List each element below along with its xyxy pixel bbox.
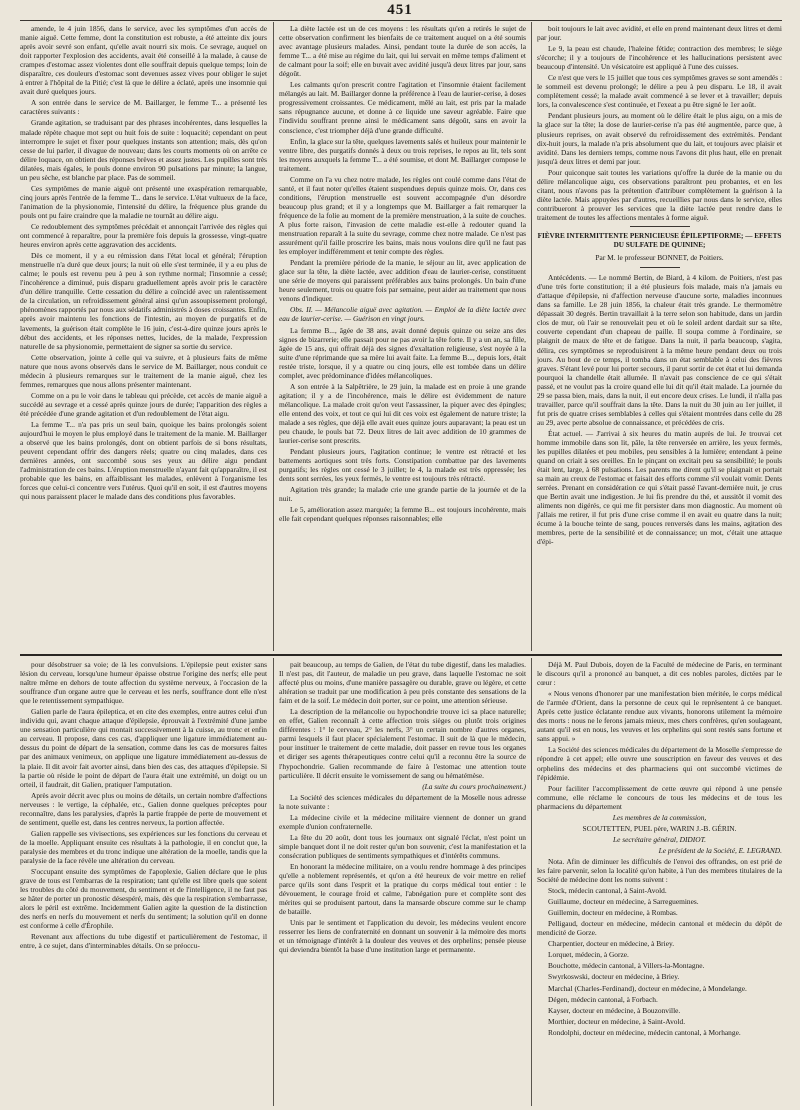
paragraph: Swyrkoswski, docteur en médecine, à Briey. <box>548 972 680 982</box>
paragraph: pait beaucoup, au temps de Galien, de l'état du tube digestif, dans les maladies. Il n'est pas, dit l'auteur, de maladie un peu grave, dans laquelle l'estomac ne soit affecté plus ou moins, d'une manière passagère ou durable, grave ou légère, et cette altération se traduit par une modification à peu près constante des sensations de la faim et de la soif. Le médecin doit porter, sur ce point, une attention sérieuse. <box>279 660 526 706</box>
paragraph: Marchal (Charles-Ferdinand), docteur en médecine, à Mondelange. <box>548 983 747 993</box>
paragraph: Pendant plusieurs jours, l'agitation continue; le ventre est rétracté et les battements aortiques sont très forts. Constipation combattue par des lavements purgatifs; les règles ont cessé le 3 juillet; le 4, la malade est très oppressée; les dents sont serrées, les yeux fermés, le ventre est toujours très rétracté. <box>279 447 526 484</box>
paragraph: Kayser, docteur en médecine, à Bouzonville. <box>548 1005 681 1015</box>
paragraph: Dès ce moment, il y a eu rémission dans l'état local et général; l'éruption menstruelle n'a duré que deux jours; la nuit où elle s'est terminée, il y a eu plus de calme; le pouls est revenu peu à peu à son rythme normal; l'insomnie a cessé; l'incohérence a diminué, puis disparu graduellement après avoir pris le caractère d'un délire tranquille. Cette cessation du délire a coïncidé avec un ralentissement de la circulation, un refroidissement général ainsi qu'un assoupissement prolongé, phénomènes rapportés par nous aux sédatifs administrés à doses croissantes. Enfin, après avoir maintenu les fonctions de l'intestin, au moyen de purgatifs et de lavements, la guérison était complète le 16 juin, c'est-à-dire quinze jours après le début des accidents, et les réponses nettes, lucides, de la malade, l'expression naturelle de sa physionomie, permettaient de signer sa sortie du service. <box>20 251 267 351</box>
paragraph: Morthier, docteur en médecine, à Saint-Avold. <box>548 1016 686 1026</box>
paragraph: Galien rappelle ses vivisections, ses expériences sur les fonctions du cerveau et de la moelle. Appliquant ensuite ces résultats à la pathologie, il en conclut que, la paralysie des membres et du tronc indique une altération de la moelle, tandis que la paralysie de la face révèle une altération du cerveau. <box>20 828 267 865</box>
paragraph: La femme B..., âgée de 38 ans, avait donné depuis quinze ou seize ans des signes de bizarrerie; elle passait pour ne pas avoir la tête forte. Il y a un an, sa fille, âgée de 15 ans, qui offrait déjà des signes d'exaltation religieuse, s'est noyée à la suite d'une réprimande que sa mère lui avait faite. La femme B..., depuis lors, était restée triste, lorsque, il y a quatre ou cinq jours, elle est tombée dans un délire complet, avec prédominance d'idées mélancoliques. <box>279 325 526 380</box>
paragraph: Après avoir décrit avec plus ou moins de détails, un certain nombre d'affections nerveuses : le vertige, la céphalée, etc., Galien donne quelques préceptes pour reconnaître, dans les paralysies, d'après la partie frappée de perte de mouvement et de sentiment, quelle est, dans les centres nerveux, la portion affectée. <box>20 790 267 827</box>
top-column-3 <box>537 24 782 651</box>
top-rule <box>20 20 782 21</box>
paragraph: Ce n'est que vers le 15 juillet que tous ces symptômes graves se sont amendés : le sommeil est devenu prolongé; le délire a peu à peu disparu. Le 18, il avait complètement cessé; la malade avait commencé à se lever et à travailler; depuis lors, la convalescence s'est continuée, et l'exeat a pu être signé le 1er août. <box>537 73 782 110</box>
paragraph: La fête du 20 août, dont tous les journaux ont signalé l'éclat, n'est point un simple banquet dont il ne doit rester qu'un bon souvenir, c'est la manifestation et la consécration publiques de sentiments sympathiques et d'intérêts communs. <box>279 832 526 860</box>
paragraph: Galien parle de l'aura épileptica, et en cite des exemples, entre autres celui d'un individu qui, avant chaque attaque d'épilepsie, éprouvait à l'extrémité d'une jambe une sensation particulière qui montait successivement à la cuisse, au tronc et enfin au cerveau. Il propose, dans ces cas, d'appliquer une ligature immédiatement au-dessus du point de départ de la sensation, comme dans les cas de morsures faites par des animaux venimeux, on applique une ligature immédiatement au-dessus de la plaie. Il dit avoir fait avorter ainsi, dans bien des cas, des attaques d'épilepsie. Si la partie où réside le point de départ de l'aura était une extrémité, un doigt ou un orteil, il faudrait, dit Galien, pratiquer l'amputation. <box>20 707 267 789</box>
paragraph: Guillaume, docteur en médecine, à Sarreguemines. <box>548 897 699 907</box>
column-divider <box>531 22 532 651</box>
paragraph: boit toujours le lait avec avidité, et elle en prend maintenant deux litres et demi par jour. <box>537 24 782 43</box>
paragraph: Déjà M. Paul Dubois, doyen de la Faculté de médecine de Paris, en terminant le discours qu'il a prononcé au banquet, a dit ces nobles paroles, dictées par le cœur : <box>537 660 782 688</box>
paragraph: amende, le 4 juin 1856, dans le service, avec les symptômes d'un accès de manie aiguë. Cette femme, dont la constitution est robuste, a été atteinte dix jours après avoir sevré son enfant, qu'elle avait nourri six mois. Ce sevrage, auquel on doit rapporter l'explosion des accidents, avait été conseillé à la malade, à cause de crampes d'estomac assez violentes dont elle souffrait depuis quelque temps; loin de disparaître, ces douleurs d'estomac sont devenues assez vives pour obliger le sujet à entrer à l'hôpital de la Pitié; c'est là que le délire a éclaté, après une insomnie qui avait duré quelques jours. <box>20 24 267 97</box>
paragraph: Guillemin, docteur en médecine, à Rombas. <box>548 908 678 918</box>
paragraph: Cette observation, jointe à celle qui va suivre, et à plusieurs faits de même nature que nous avons observés dans le service de M. Baillarger, nous conduit ce médecin à plusieurs remarques sur le traitement de la manie aiguë, chez les femmes, remarques que nous allons présenter maintenant. <box>20 352 267 389</box>
paragraph: S'occupant ensuite des symptômes de l'apoplexie, Galien déclare que le plus grave de tous est l'embarras de la respiration; tant qu'elle est libre quels que soient les troubles du côté du mouvement, du sentiment et de l'intelligence, il ne faut pas se hâter de porter un pronostic désespéré, mais, dès que la respiration s'embarrasse, alors le péril est extrême. Incidemment Galien agite la question de la distinction des nerfs en nerfs du mouvement et nerfs du sentiment; la solution qu'il en donne est conforme à celle d'Érophile. <box>20 867 267 931</box>
paragraph: La médecine civile et la médecine militaire viennent de donner un grand exemple d'union confraternelle. <box>279 812 526 831</box>
bottom-column-2 <box>279 660 526 1106</box>
paragraph: Pour faciliter l'accomplissement de cette œuvre qui répond à une pensée commune, elle réclame le concours de tous les médecins et de tous les pharmaciens du département <box>537 783 782 811</box>
paragraph: « Nous venons d'honorer par une manifestation bien méritée, le corps médical de l'armée d'Orient, dans la personne de ceux qui le représentent à ce banquet. Après cette justice éclatante rendue aux vivants, honorons utilement la mémoire des morts : nous ne le ferons jamais mieux, mes chers confrères, qu'en soulageant, autant qu'il est en nous, les veuves et les orphelins qui sont restés sans fortune et sans appui. » <box>537 689 782 744</box>
paragraph: Stock, médecin cantonal, à Saint-Avold. <box>548 886 667 896</box>
paragraph: Pour quiconque sait toutes les variations qu'offre la durée de la manie ou du délire mélancolique aigu, ces observations paraîtront peu probantes, et en les citant, nous n'avons pas la prétention d'attribuer complètement la guérison à la diète lactée. Mais appuyées par d'autres, recueillies par nous dans le service, elles contribueront à prouver les services que la diète lactée peut rendre dans le traitement de toutes les affections mentales à forme aiguë. <box>537 167 782 222</box>
paragraph: Le secrétaire général, DIDIOT. <box>613 834 706 844</box>
paragraph: Enfin, la glace sur la tête, quelques lavements salés et huileux pour maintenir le ventre libre, des purgatifs donnés à deux ou trois reprises, le repos au lit, tels sont les moyens auxquels la femme T... a été soumise, et dont M. Baillarger compose le traitement. <box>279 136 526 173</box>
paragraph: État actuel. — J'arrivai à six heures du matin auprès de lui. Je trouvai cet homme immobile dans son lit, pâle, la tête renversée en arrière, les yeux fermés, les pupilles dilatées et peu mobiles, peu sensibles à la lumière; entendant à peine quand on criait à ses oreilles. En le pinçant on excitait peu sa sensibilité; le pouls était lent, large, à 68 pulsations. Les parents me dirent qu'il se plaignait et portait sa main au creux de l'estomac et faisait des efforts comme s'il voulait vomir. Dents serrées. Prenant en considération ce qui s'était passé l'avant-dernière nuit, je crus que Bertin avait une indigestion. Je lui fis prendre du thé, et aussitôt il vomit des aliments non digérés, ce qui me fit persister dans mon diagnostic. Au moment où j'allais me retirer, il fut pris d'une crise comme il en avait eu quatre dans la nuit; écume à la bouche teinte de sang, pouces renversés dans les mains, agitation des membres, perte de la sensibilité et de connaissance; un mot, c'était une attaque d'épi- <box>537 428 782 547</box>
column-divider <box>273 658 274 1106</box>
paragraph: Bouchotte, médecin cantonal, à Villers-la-Montagne. <box>548 961 705 971</box>
paragraph: Le 9, la peau est chaude, l'haleine fétide; contraction des membres; le siège s'écorche; il y a toujours de l'incohérence et les hallucinations persistent avec beaucoup d'intensité. Un vésicatoire est appliqué à l'une des cuisses. <box>537 44 782 72</box>
paragraph: Dégen, médecin cantonal, à Forbach. <box>548 994 658 1004</box>
paragraph: Ces symptômes de manie aiguë ont présenté une exaspération remarquable, cinq jours après l'entrée de la femme T... dans le service. L'état vultueux de la face, l'animation de la physionomie, l'intensité du délire, la fréquence plus grande du pouls ont pu faire craindre que la maladie ne tournât au délire aigu. <box>20 183 267 220</box>
paragraph: Rondolphi, docteur en médecine, médecin cantonal, à Morhange. <box>548 1027 741 1037</box>
paragraph: La Société des sciences médicales du département de la Moselle nous adresse la note suivante : <box>279 792 526 811</box>
paragraph: Ce redoublement des symptômes précédait et annonçait l'arrivée des règles qui ont commencé à reparaître, pour la première fois depuis la grossesse, vingt-quatre heures environ après cette aggravation des accidents. <box>20 221 267 250</box>
paragraph: Pelligaud, docteur en médecine, médecin cantonal et médecin du dépôt de mendicité de Gorze. <box>537 919 782 938</box>
paragraph: pour désobstruer sa voie; de là les convulsions. L'épilepsie peut exister sans lésion du cerveau, lorsqu'une humeur épaisse obstrue l'origine des nerfs; elle peut naître même en dehors de toute affection du système nerveux, à l'occasion de la souffrance d'un organe autre que le cerveau et les nerfs, souffrance dont elle n'est que le retentissement sympathique. <box>20 660 267 706</box>
column-divider <box>273 22 274 651</box>
middle-rule <box>20 654 782 656</box>
paragraph: Le 5, amélioration assez marquée; la femme B... est toujours incohérente, mais elle fait cependant quelques réponses raisonnables; elle <box>279 505 526 524</box>
byline-divider <box>640 267 680 268</box>
paragraph: Pendant la première période de la manie, le séjour au lit, avec application de glace sur la tête, la diète lactée, avec addition d'eau de laurier-cerise, constituent une série de moyens qui paraissent préférables aux bains prolongés. Un bain d'une heure seulement, trois ou quatre fois par semaine, peut aider au traitement que nous venons d'indiquer. <box>279 258 526 304</box>
paragraph: Pendant plusieurs jours, au moment où le délire était le plus aigu, on a mis de la glace sur la tête; la dose de laurier-cerise n'a pas été augmentée, parce que, à plusieurs reprises, on avait observé du refroidissement des extrémités. Pendant dix-huit jours, la malade n'a pris absolument que du lait, et toujours avec plaisir et avidité. Dans les derniers temps, comme nous l'avons dit plus haut, elle en prenait jusqu'à deux litres et demi par jour. <box>537 111 782 166</box>
paragraph: Comme on l'a vu chez notre malade, les règles ont coulé comme dans l'état de santé, et il faut noter qu'elles étaient suspendues depuis quinze mois. Or, dans ces conditions, l'éruption menstruelle est souvent accompagnée d'un désordre beaucoup plus grand; et il y a longtemps que M. Baillarger a fait remarquer la fréquence de la folie au moment de la première menstruation, à la suite de couches. A plus forte raison, l'invasion de cette maladie est-elle à redouter quand la menstruation reparaît à la suite du sevrage, comme chez notre malade. Ce n'est pas assurément qu'il faille proscrire les bains, mais nous voulons dire qu'il ne faut pas les employer indifféremment et tenir compte des règles. <box>279 174 526 257</box>
paragraph: A son entrée à la Salpêtrière, le 29 juin, la malade est en proie à une grande agitation; il y a de l'incohérence, mais le délire est évidemment de nature mélancolique. La malade croit qu'on veut l'assassiner, la piquer avec des épingles; elle entend des voix, et tout ce qui lui dit ces voix est également de nature triste; la malade a ses règles, que déjà elle avait eues quinze jours auparavant; la peau est un peu chaude, le pouls bat 72. Deux litres de lait avec addition de 10 grammes de laurier-cerise sont prescrits. <box>279 381 526 446</box>
paragraph: Grande agitation, se traduisant par des phrases incohérentes, dans lesquelles la malade répète chaque mot sept ou huit fois de suite : loquacité; cependant on peut interrompre le sujet et fixer pour quelques instants son attention; mais, dès qu'on cesse de lui parler, il divague de nouveau; dans les courts moments où on arrête ce délire loquace, on obtient des réponses brèves et assez justes. Les pupilles sont très dilatées, mais égales, le pouls donne environ 90 pulsations par minute; la langue, un peu sèche, est blanche par place. Pas de sommeil. <box>20 118 267 182</box>
paragraph: Les calmants qu'on prescrit contre l'agitation et l'insomnie étaient facilement mélangés au lait. M. Baillarger donne la préférence à l'eau de laurier-cerise, à doses progressivement croissantes. Ce médicament, mêlé au lait, est pris par la malade sans répugnance aucune, et donne à ce liquide une saveur agréable. Faire que l'individu souffrant prenne ainsi le médicament sans dégoût, sans en avoir la conscience, c'est triompher déjà d'une grande difficulté. <box>279 80 526 135</box>
paragraph: Charpentier, docteur en médecine, à Briey. <box>548 939 675 949</box>
paragraph: Antécédents. — Le nommé Bertin, de Biard, à 4 kilom. de Poitiers, n'est pas d'une très forte constitution; il a été plusieurs fois malade, mais n'a jamais eu d'attaque d'épilepsie, ni d'affection nerveuse d'aucune sorte, maladies inconnues dans sa famille. Le 28 juin 1856, la chaleur était très grande. Le thermomètre dépassait 30 degrés. Bertin travaillait à la terre selon son habitude, dans un jardin clos de mur, où l'air se renouvelait peu et où le soleil ardent dardait sur sa tête, couverte cependant d'un chapeau de paille. Il soupa comme à l'ordinaire, se plaignit de maux de tête et de fatigue. Dans la nuit, il parla beaucoup, s'agita, délira, ces symptômes se reproduisirent à la même heure pendant deux ou trois jours. Au bout de ce temps, il tomba dans un état semblable à celui des fièvres graves. S'étant levé pour lui porter secours, il parut sortir de cet état et lui demanda pourquoi la chandelle était allumée. Il n'avait pas conscience de ce qui s'était passé, et ne voulut pas la croire quand elle lui dit qu'il était malade. La journée du 29 se passa bien, mais, dans la nuit, il eut encore deux crises. Le lundi, il n'alla pas travailler, parce qu'il souffrait dans la tête. Dans la nuit du 30 juin au 1er juillet, il fut pris de quatre crises semblables à celles qui s'étaient montrées dans celle du 28 au 29, avec perte absolue de connaissance, et précédées de cris. <box>537 273 782 427</box>
article-title: FIÈVRE INTERMITTENTE PERNICIEUSE ÉPILEPTIFORME; — EFFETS DU SULFATE DE QUININE; <box>537 231 782 250</box>
paragraph: La Société des sciences médicales du département de la Moselle s'empresse de répondre à cet appel; elle ouvre une souscription en faveur des veuves et des orphelins des médecins et des pharmaciens qui ont succombé victimes de l'épidémie. <box>537 745 782 782</box>
paragraph: La description de la mélancolie ou hypochondrie trouve ici sa place naturelle; en effet, Galien reconnaît à cette affection trois sièges ou plutôt trois origines différentes : 1° le cerveau, 2° les nerfs, 3° un certain nombre d'autres organes, parmi lesquels il faut placer spécialement l'estomac. Il suit de là que le médecin, pour instituer le traitement de cette maladie, doit passer en revue tous les organes et diriger ses agents thérapeutiques contre celui qu'il a reconnu être la source de l'hypochondrie. Galien recommande de faire à l'estomac une attention toute particulière. Il décrit ensuite le vomissement de sang ou hématémèse. <box>279 707 526 780</box>
paragraph: La diète lactée est un de ces moyens : les résultats qu'en a retirés le sujet de cette observation confirment les bienfaits de ce traitement auquel on a été soumis avec avantage plusieurs malades. Ainsi, pendant toute la durée de son accès, la femme T... a été mise au régime du lait, qui lui servait en même temps d'aliment et de calmant pour la soif; elle en buvait avec avidité jusqu'à deux litres par jour, sans dégoût. <box>279 24 526 79</box>
paragraph: En honorant la médecine militaire, on a voulu rendre hommage à des principes qu'elle a noblement représentés, et qu'on a été heureux de voir mettre en relief parce qu'ils sont dans l'esprit et la pratique du corps médical tout entier : le dévouement, le courage froid et calme, l'abnégation pure et complète sont des mérites qui se produisent partout, dans la mansarde obscure comme sur le champ de bataille. <box>279 861 526 917</box>
paragraph: Comme on a pu le voir dans le tableau qui précède, cet accès de manie aiguë a succédé au sevrage et a cessé après quinze jours de durée; l'apparition des règles a été précédée d'une grande agitation et d'un redoublement de l'état aigu. <box>20 390 267 418</box>
paragraph: A son entrée dans le service de M. Baillarger, le femme T... a présenté les caractères suivants : <box>20 98 267 117</box>
paragraph: Obs. II. — Mélancolie aiguë avec agitation. — Emploi de la diète lactée avec eau de laurier-cerise. — Guérison en vingt jours. <box>279 305 526 324</box>
article-byline: Par M. le professeur BONNET, de Poitiers. <box>595 253 724 263</box>
paragraph: La femme T... n'a pas pris un seul bain, quoique les bains prolongés soient aujourd'hui le moyen le plus employé dans le traitement de la manie. M. Baillarger a observé que les bains prolongés, dont on obtient parfois de si bons résultats, peuvent cependant offrir des dangers réels; quatre ou cinq malades, dans ces dernières années, ont succombé sous ses yeux au délire aigu pendant l'administration de ces bains. L'éruption menstruelle n'ayant fait qu'apparaître, il est probable que les bains, en affaiblissant les malades, enlèvent à l'organisme les forces que celui-ci concentre vers l'utérus. Quoi qu'il en soit, il est d'autres moyens qui nous paraissent placer le malade dans des conditions plus favorables. <box>20 419 267 502</box>
paragraph: Nota. Afin de diminuer les difficultés de l'envoi des offrandes, on est prié de les faire parvenir, selon la localité qu'on habite, à l'un des membres titulaires de la Société de médecine dont les noms suivent : <box>537 856 782 885</box>
paragraph: (La suite du cours prochainement.) <box>422 781 526 791</box>
column-divider <box>531 658 532 1106</box>
bottom-column-3 <box>537 660 782 1106</box>
paragraph: Agitation très grande; la malade crie une grande partie de la journée et de la nuit. <box>279 485 526 504</box>
paragraph: Le président de la Société, E. LEGRAND. <box>658 845 782 855</box>
top-column-2 <box>279 24 526 651</box>
article-body <box>537 273 782 546</box>
article-continuation <box>537 24 782 222</box>
paragraph: Lorquet, médecin, à Gorze. <box>548 950 629 960</box>
paragraph: Les membres de la commission, <box>612 812 707 822</box>
paragraph: Unis par le sentiment et l'application du devoir, les médecins veulent encore resserrer les liens de confraternité en donnant un souvenir à la mémoire des morts et un témoignage d'intérêt à la douleur des veuves et des orphelins; pensée pieuse qui deviendra bientôt la base d'une institution large et permanente. <box>279 918 526 955</box>
top-column-1 <box>20 24 267 651</box>
bottom-column-1 <box>20 660 267 1106</box>
section-divider <box>630 226 690 227</box>
page-number: 451 <box>387 2 413 18</box>
paragraph: Revenant aux affections du tube digestif et particulièrement de l'estomac, il entre, à ce sujet, dans d'interminables détails. On se préoccu- <box>20 932 267 951</box>
paragraph: SCOUTETTEN, PUEL père, WARIN J.-B. GÉRIN. <box>582 823 737 833</box>
